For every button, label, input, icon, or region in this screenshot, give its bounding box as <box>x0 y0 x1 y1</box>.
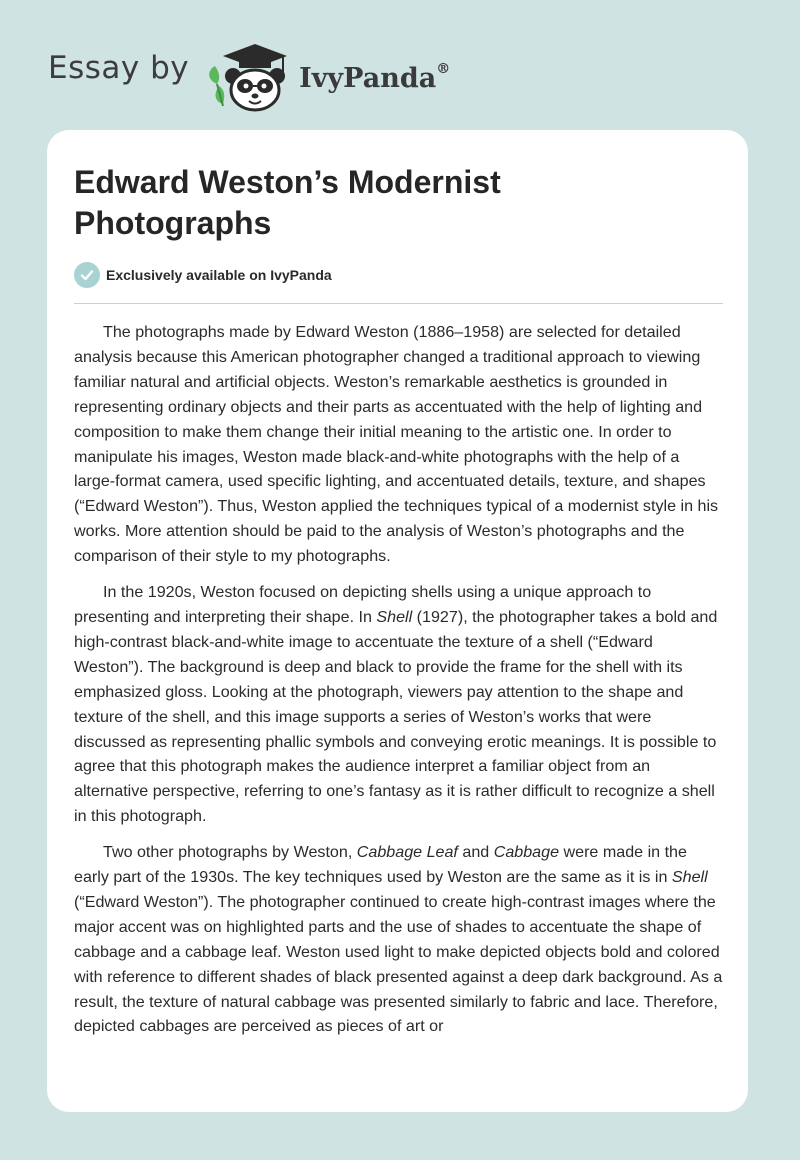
panda-graduate-icon[interactable] <box>203 40 295 112</box>
check-icon <box>74 262 100 288</box>
text-run: Two other photographs by Weston, <box>103 843 357 862</box>
divider <box>74 303 723 304</box>
text-run: In the 1920s, Weston focused on depicting shells using a unique approach to presenting and interpreting their shape. In <box>74 583 652 626</box>
text-run: and <box>457 843 494 862</box>
brand-name[interactable]: IvyPanda® <box>299 60 451 94</box>
text-run: were made in the early part of the 1930s. The key techniques used by Weston are the same as it is in <box>74 843 687 887</box>
italic-title: Cabbage Leaf <box>356 843 458 862</box>
exclusive-label: Exclusively available on IvyPanda <box>106 267 332 283</box>
page-title: Edward Weston’s Modernist Photographs <box>74 164 501 241</box>
text-run: (1927), the photographer takes a bold and high-contrast black-and-white image to accentuate the texture of a shell (“Edward Weston”). The background is deep and black to provide the frame for the shell with its emphasized gloss. Looking at the photograph, viewers pay attention to the shape and texture of the shell, and this image supports a series of Weston’s works that were discussed as representing phallic symbols and conveying erotic meanings. It is possible to agree that this photograph makes the audience interpret a familiar object from an alternative perspective, referring to one’s fantasy as it is rather difficult to recognize a shell in this photograph. <box>74 607 718 826</box>
text-run: (“Edward Weston”). The photographer continued to create high-contrast images where the major accent was on highlighted parts and the use of shades to accentuate the shape of cabbage and a cabbage leaf. Weston used light to make depicted objects bold and colored with reference to different shades of black presented against a deep dark background. As a result, the texture of natural cabbage was presented similarly to fabric and lace. Therefore, depicted cabbages are perceived as pieces of art or <box>74 892 723 1036</box>
essay-by-label: Essay by <box>48 50 190 86</box>
registered-mark: ® <box>436 60 451 77</box>
paragraph <box>74 580 724 829</box>
article-card <box>47 130 748 1112</box>
italic-title: Shell <box>376 607 413 626</box>
italic-title: Shell <box>671 868 708 887</box>
site-header <box>48 36 450 116</box>
paragraph <box>74 320 724 569</box>
leaf-icon <box>209 66 224 106</box>
italic-title: Cabbage <box>493 843 560 862</box>
exclusive-badge <box>74 262 332 288</box>
paragraph <box>74 840 724 1039</box>
article-body <box>74 320 724 1050</box>
text-run: The photographs made by Edward Weston (1886–1958) are selected for detailed analysis because this American photographer changed a traditional approach to viewing familiar natural and artificial objects. Weston’s remarkable aesthetics is grounded in representing ordinary objects and their parts as accentuated with the help of lighting and composition to make them change their initial meaning to the artistic one. In order to manipulate his images, Weston made black-and-white photographs with the help of a large-format camera, used specific lighting, and accentuated details, texture, and shapes (“Edward Weston”). Thus, Weston applied the techniques typical of a modernist style in his works. More attention should be paid to the analysis of Weston’s photographs and the comparison of their style to my photographs. <box>74 323 719 566</box>
